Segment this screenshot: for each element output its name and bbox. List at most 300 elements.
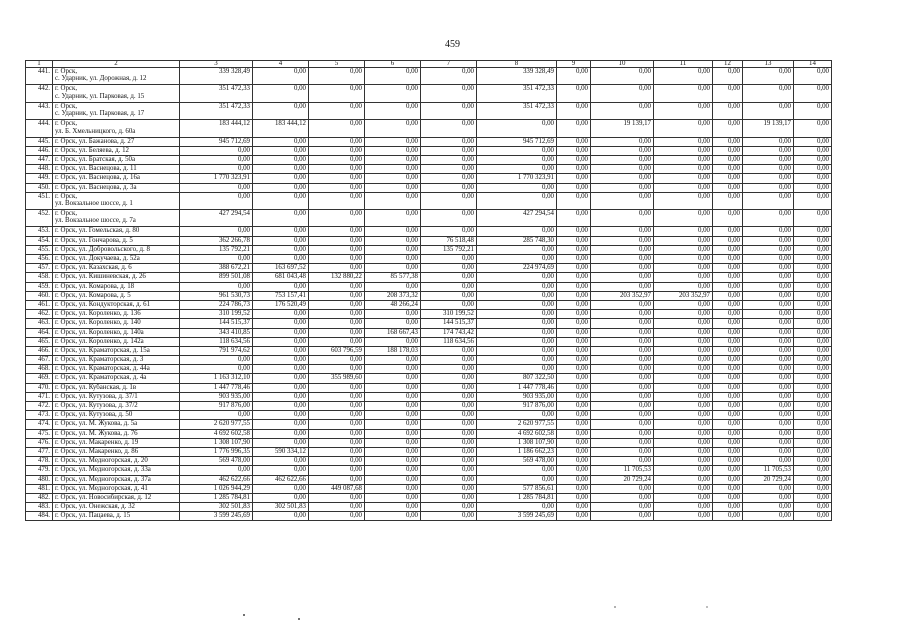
value-cell: 1 308 107,90 bbox=[477, 438, 557, 447]
value-cell: 0,00 bbox=[421, 291, 477, 300]
row-number: 445. bbox=[26, 137, 53, 146]
scan-speck bbox=[706, 606, 708, 608]
table-row bbox=[26, 328, 832, 337]
value-cell: 224 974,69 bbox=[477, 264, 557, 273]
value-cell: 0,00 bbox=[794, 493, 832, 502]
address-cell: г. Орск, ул. Вокзальное шоссе, д. 7а bbox=[53, 210, 180, 227]
value-cell: 0,00 bbox=[365, 420, 421, 429]
value-cell: 0,00 bbox=[713, 420, 743, 429]
address-cell: г. Орск, ул. Комарова, д. 18 bbox=[53, 282, 180, 291]
value-cell: 0,00 bbox=[421, 493, 477, 502]
value-cell: 0,00 bbox=[557, 346, 591, 355]
value-cell: 0,00 bbox=[421, 484, 477, 493]
value-cell: 0,00 bbox=[421, 365, 477, 374]
row-number: 477. bbox=[26, 447, 53, 456]
value-cell: 0,00 bbox=[421, 155, 477, 164]
value-cell: 0,00 bbox=[477, 155, 557, 164]
value-cell: 0,00 bbox=[365, 227, 421, 236]
value-cell: 0,00 bbox=[557, 512, 591, 521]
value-cell: 0,00 bbox=[421, 210, 477, 227]
value-cell: 0,00 bbox=[309, 475, 365, 484]
value-cell: 0,00 bbox=[794, 183, 832, 192]
value-cell: 0,00 bbox=[253, 328, 309, 337]
row-number: 456. bbox=[26, 255, 53, 264]
value-cell: 0,00 bbox=[743, 319, 794, 328]
value-cell: 0,00 bbox=[253, 493, 309, 502]
value-cell: 0,00 bbox=[713, 475, 743, 484]
value-cell: 0,00 bbox=[365, 365, 421, 374]
value-cell: 302 501,83 bbox=[253, 503, 309, 512]
value-cell: 0,00 bbox=[713, 447, 743, 456]
value-cell: 0,00 bbox=[557, 392, 591, 401]
value-cell: 0,00 bbox=[713, 291, 743, 300]
value-cell: 0,00 bbox=[654, 328, 713, 337]
value-cell: 0,00 bbox=[365, 192, 421, 209]
value-cell: 0,00 bbox=[591, 255, 654, 264]
value-cell: 0,00 bbox=[180, 255, 253, 264]
value-cell: 0,00 bbox=[654, 493, 713, 502]
value-cell: 0,00 bbox=[421, 438, 477, 447]
value-cell: 917 876,00 bbox=[180, 402, 253, 411]
value-cell: 590 334,12 bbox=[253, 447, 309, 456]
value-cell: 355 989,60 bbox=[309, 374, 365, 383]
value-cell: 0,00 bbox=[794, 392, 832, 401]
column-header: 8 bbox=[477, 61, 557, 68]
value-cell: 0,00 bbox=[591, 174, 654, 183]
value-cell: 144 515,37 bbox=[421, 319, 477, 328]
value-cell: 0,00 bbox=[591, 438, 654, 447]
address-cell: г. Орск, ул. Краматорская, д. 3 bbox=[53, 356, 180, 365]
value-cell: 0,00 bbox=[713, 346, 743, 355]
value-cell: 0,00 bbox=[713, 137, 743, 146]
row-number: 464. bbox=[26, 328, 53, 337]
value-cell: 0,00 bbox=[365, 447, 421, 456]
value-cell: 0,00 bbox=[654, 146, 713, 155]
value-cell: 945 712,69 bbox=[477, 137, 557, 146]
value-cell: 0,00 bbox=[309, 102, 365, 119]
table-row bbox=[26, 264, 832, 273]
value-cell: 0,00 bbox=[654, 457, 713, 466]
value-cell: 0,00 bbox=[713, 273, 743, 282]
row-number: 453. bbox=[26, 227, 53, 236]
value-cell: 0,00 bbox=[654, 264, 713, 273]
value-cell: 208 373,32 bbox=[365, 291, 421, 300]
page-number: 459 bbox=[445, 39, 460, 50]
address-cell: г. Орск, ул. Кубанская, д. 1в bbox=[53, 383, 180, 392]
value-cell: 0,00 bbox=[557, 183, 591, 192]
value-cell: 0,00 bbox=[365, 402, 421, 411]
value-cell: 0,00 bbox=[421, 273, 477, 282]
value-cell: 0,00 bbox=[253, 457, 309, 466]
row-number: 441. bbox=[26, 68, 53, 85]
value-cell: 285 748,30 bbox=[477, 236, 557, 245]
table-row bbox=[26, 137, 832, 146]
table-row bbox=[26, 337, 832, 346]
value-cell: 0,00 bbox=[557, 146, 591, 155]
table-row bbox=[26, 245, 832, 254]
value-cell: 302 501,83 bbox=[180, 503, 253, 512]
value-cell: 0,00 bbox=[743, 484, 794, 493]
value-cell: 0,00 bbox=[743, 503, 794, 512]
value-cell: 0,00 bbox=[309, 365, 365, 374]
value-cell: 0,00 bbox=[743, 282, 794, 291]
value-cell: 0,00 bbox=[794, 264, 832, 273]
value-cell: 0,00 bbox=[557, 383, 591, 392]
value-cell: 0,00 bbox=[365, 484, 421, 493]
address-cell: г. Орск, ул. Васнецова, д. 11 bbox=[53, 165, 180, 174]
value-cell: 0,00 bbox=[253, 282, 309, 291]
value-cell: 603 796,59 bbox=[309, 346, 365, 355]
row-number: 470. bbox=[26, 383, 53, 392]
value-cell: 0,00 bbox=[794, 466, 832, 475]
value-cell: 0,00 bbox=[557, 236, 591, 245]
value-cell: 0,00 bbox=[309, 438, 365, 447]
value-cell: 0,00 bbox=[365, 85, 421, 102]
value-cell: 0,00 bbox=[421, 402, 477, 411]
value-cell: 0,00 bbox=[557, 102, 591, 119]
value-cell: 0,00 bbox=[743, 337, 794, 346]
value-cell: 0,00 bbox=[654, 346, 713, 355]
address-cell: г. Орск, ул. Медногорская, д. 41 bbox=[53, 484, 180, 493]
table-row bbox=[26, 236, 832, 245]
value-cell: 0,00 bbox=[654, 155, 713, 164]
value-cell: 0,00 bbox=[477, 356, 557, 365]
table-row bbox=[26, 255, 832, 264]
column-header: 12 bbox=[713, 61, 743, 68]
value-cell: 0,00 bbox=[180, 146, 253, 155]
value-cell: 0,00 bbox=[713, 328, 743, 337]
value-cell: 0,00 bbox=[713, 457, 743, 466]
value-cell: 0,00 bbox=[591, 319, 654, 328]
value-cell: 0,00 bbox=[794, 146, 832, 155]
value-cell: 0,00 bbox=[365, 245, 421, 254]
value-cell: 0,00 bbox=[365, 457, 421, 466]
value-cell: 0,00 bbox=[794, 85, 832, 102]
value-cell: 0,00 bbox=[365, 319, 421, 328]
value-cell: 0,00 bbox=[365, 102, 421, 119]
address-cell: г. Орск, ул. Короленко, д. 136 bbox=[53, 310, 180, 319]
value-cell: 0,00 bbox=[557, 447, 591, 456]
value-cell: 0,00 bbox=[794, 255, 832, 264]
table-row bbox=[26, 273, 832, 282]
address-cell: г. Орск, ул. Краматорская, д. 15а bbox=[53, 346, 180, 355]
value-cell: 0,00 bbox=[591, 192, 654, 209]
value-cell: 0,00 bbox=[253, 512, 309, 521]
value-cell: 174 743,42 bbox=[421, 328, 477, 337]
table-row bbox=[26, 120, 832, 137]
value-cell: 135 792,21 bbox=[421, 245, 477, 254]
value-cell: 0,00 bbox=[794, 236, 832, 245]
value-cell: 0,00 bbox=[253, 192, 309, 209]
address-cell: г. Орск, ул. Кондукторская, д. 61 bbox=[53, 300, 180, 309]
value-cell: 0,00 bbox=[421, 503, 477, 512]
value-cell: 0,00 bbox=[654, 475, 713, 484]
row-number: 462. bbox=[26, 310, 53, 319]
table-row bbox=[26, 165, 832, 174]
value-cell: 0,00 bbox=[713, 402, 743, 411]
column-header: 9 bbox=[557, 61, 591, 68]
value-cell: 0,00 bbox=[421, 420, 477, 429]
value-cell: 0,00 bbox=[557, 310, 591, 319]
address-cell: г. Орск, с. Ударник, ул. Парковая, д. 15 bbox=[53, 85, 180, 102]
value-cell: 0,00 bbox=[253, 346, 309, 355]
value-cell: 0,00 bbox=[421, 255, 477, 264]
row-number: 450. bbox=[26, 183, 53, 192]
value-cell: 0,00 bbox=[794, 429, 832, 438]
value-cell: 0,00 bbox=[654, 227, 713, 236]
value-cell: 0,00 bbox=[365, 503, 421, 512]
value-cell: 0,00 bbox=[557, 291, 591, 300]
value-cell: 0,00 bbox=[654, 503, 713, 512]
value-cell: 0,00 bbox=[794, 337, 832, 346]
address-cell: г. Орск, ул. Вокзальное шоссе, д. 1 bbox=[53, 192, 180, 209]
table-row bbox=[26, 210, 832, 227]
value-cell: 0,00 bbox=[309, 493, 365, 502]
value-cell: 0,00 bbox=[713, 319, 743, 328]
value-cell: 681 043,48 bbox=[253, 273, 309, 282]
value-cell: 0,00 bbox=[365, 493, 421, 502]
header-row bbox=[26, 61, 832, 68]
value-cell: 0,00 bbox=[557, 137, 591, 146]
value-cell: 0,00 bbox=[421, 137, 477, 146]
value-cell: 0,00 bbox=[365, 183, 421, 192]
value-cell: 2 620 977,55 bbox=[477, 420, 557, 429]
value-cell: 0,00 bbox=[713, 255, 743, 264]
value-cell: 0,00 bbox=[591, 374, 654, 383]
value-cell: 0,00 bbox=[591, 264, 654, 273]
value-cell: 0,00 bbox=[591, 420, 654, 429]
value-cell: 0,00 bbox=[365, 374, 421, 383]
value-cell: 339 328,49 bbox=[477, 68, 557, 85]
value-cell: 0,00 bbox=[365, 68, 421, 85]
value-cell: 0,00 bbox=[477, 346, 557, 355]
address-cell: г. Орск, ул. Краматорская, д. 4а bbox=[53, 374, 180, 383]
value-cell: 310 199,52 bbox=[421, 310, 477, 319]
value-cell: 0,00 bbox=[253, 245, 309, 254]
column-header: 4 bbox=[253, 61, 309, 68]
value-cell: 310 199,52 bbox=[180, 310, 253, 319]
value-cell: 0,00 bbox=[309, 383, 365, 392]
value-cell: 0,00 bbox=[309, 310, 365, 319]
value-cell: 0,00 bbox=[557, 356, 591, 365]
value-cell: 0,00 bbox=[713, 165, 743, 174]
value-cell: 0,00 bbox=[253, 174, 309, 183]
value-cell: 577 856,61 bbox=[477, 484, 557, 493]
column-header: 6 bbox=[365, 61, 421, 68]
value-cell: 0,00 bbox=[557, 374, 591, 383]
value-cell: 0,00 bbox=[557, 503, 591, 512]
value-cell: 0,00 bbox=[794, 438, 832, 447]
value-cell: 0,00 bbox=[309, 120, 365, 137]
value-cell: 0,00 bbox=[743, 365, 794, 374]
value-cell: 0,00 bbox=[654, 420, 713, 429]
row-number: 472. bbox=[26, 402, 53, 411]
address-cell: г. Орск, ул. Васнецова, д. 16а bbox=[53, 174, 180, 183]
value-cell: 0,00 bbox=[421, 282, 477, 291]
value-cell: 0,00 bbox=[713, 392, 743, 401]
row-number: 447. bbox=[26, 155, 53, 164]
value-cell: 0,00 bbox=[654, 402, 713, 411]
address-cell: г. Орск, ул. Казахская, д. 6 bbox=[53, 264, 180, 273]
row-number: 452. bbox=[26, 210, 53, 227]
value-cell: 0,00 bbox=[794, 447, 832, 456]
value-cell: 0,00 bbox=[253, 155, 309, 164]
value-cell: 0,00 bbox=[654, 429, 713, 438]
value-cell: 945 712,69 bbox=[180, 137, 253, 146]
table-row bbox=[26, 402, 832, 411]
value-cell: 0,00 bbox=[309, 68, 365, 85]
value-cell: 0,00 bbox=[591, 68, 654, 85]
value-cell: 0,00 bbox=[365, 146, 421, 155]
table-header bbox=[26, 61, 832, 68]
value-cell: 0,00 bbox=[557, 165, 591, 174]
value-cell: 0,00 bbox=[477, 411, 557, 420]
value-cell: 0,00 bbox=[477, 165, 557, 174]
address-cell: г. Орск, ул. Пацаева, д. 15 bbox=[53, 512, 180, 521]
value-cell: 3 599 245,69 bbox=[180, 512, 253, 521]
value-cell: 0,00 bbox=[794, 282, 832, 291]
value-cell: 569 478,00 bbox=[180, 457, 253, 466]
value-cell: 351 472,33 bbox=[477, 102, 557, 119]
value-cell: 0,00 bbox=[477, 310, 557, 319]
value-cell: 0,00 bbox=[253, 484, 309, 493]
value-cell: 0,00 bbox=[713, 337, 743, 346]
value-cell: 0,00 bbox=[557, 484, 591, 493]
value-cell: 132 880,22 bbox=[309, 273, 365, 282]
value-cell: 0,00 bbox=[253, 210, 309, 227]
value-cell: 203 352,97 bbox=[591, 291, 654, 300]
value-cell: 4 692 602,58 bbox=[180, 429, 253, 438]
value-cell: 0,00 bbox=[654, 255, 713, 264]
value-cell: 0,00 bbox=[557, 420, 591, 429]
value-cell: 0,00 bbox=[309, 429, 365, 438]
value-cell: 20 729,24 bbox=[591, 475, 654, 484]
row-number: 451. bbox=[26, 192, 53, 209]
value-cell: 0,00 bbox=[421, 457, 477, 466]
value-cell: 0,00 bbox=[654, 245, 713, 254]
address-cell: г. Орск, с. Ударник, ул. Дорожная, д. 12 bbox=[53, 68, 180, 85]
address-cell: г. Орск, ул. Б. Хмельницкого, д. 60а bbox=[53, 120, 180, 137]
value-cell: 0,00 bbox=[743, 374, 794, 383]
row-number: 469. bbox=[26, 374, 53, 383]
table-row bbox=[26, 365, 832, 374]
value-cell: 0,00 bbox=[253, 402, 309, 411]
value-cell: 0,00 bbox=[713, 102, 743, 119]
value-cell: 0,00 bbox=[591, 328, 654, 337]
value-cell: 0,00 bbox=[477, 319, 557, 328]
value-cell: 0,00 bbox=[713, 411, 743, 420]
value-cell: 0,00 bbox=[421, 447, 477, 456]
value-cell: 0,00 bbox=[794, 420, 832, 429]
row-number: 461. bbox=[26, 300, 53, 309]
value-cell: 0,00 bbox=[654, 210, 713, 227]
row-number: 459. bbox=[26, 282, 53, 291]
value-cell: 0,00 bbox=[309, 210, 365, 227]
value-cell: 0,00 bbox=[477, 466, 557, 475]
value-cell: 76 518,48 bbox=[421, 236, 477, 245]
value-cell: 0,00 bbox=[309, 512, 365, 521]
column-header: 1 bbox=[26, 61, 53, 68]
value-cell: 0,00 bbox=[180, 165, 253, 174]
value-cell: 0,00 bbox=[477, 146, 557, 155]
row-number: 465. bbox=[26, 337, 53, 346]
value-cell: 0,00 bbox=[477, 365, 557, 374]
value-cell: 0,00 bbox=[365, 438, 421, 447]
value-cell: 0,00 bbox=[253, 85, 309, 102]
value-cell: 2 620 977,55 bbox=[180, 420, 253, 429]
table-row bbox=[26, 310, 832, 319]
value-cell: 0,00 bbox=[743, 255, 794, 264]
value-cell: 0,00 bbox=[253, 183, 309, 192]
table-row bbox=[26, 493, 832, 502]
value-cell: 0,00 bbox=[713, 68, 743, 85]
value-cell: 791 974,62 bbox=[180, 346, 253, 355]
value-cell: 0,00 bbox=[794, 137, 832, 146]
value-cell: 0,00 bbox=[477, 192, 557, 209]
value-cell: 0,00 bbox=[365, 174, 421, 183]
value-cell: 0,00 bbox=[591, 484, 654, 493]
table-row bbox=[26, 319, 832, 328]
address-cell: г. Орск, ул. Медногорская, д. 37а bbox=[53, 475, 180, 484]
value-cell: 0,00 bbox=[654, 137, 713, 146]
row-number: 471. bbox=[26, 392, 53, 401]
value-cell: 0,00 bbox=[591, 183, 654, 192]
value-cell: 0,00 bbox=[743, 155, 794, 164]
value-cell: 0,00 bbox=[794, 475, 832, 484]
value-cell: 0,00 bbox=[794, 356, 832, 365]
value-cell: 0,00 bbox=[557, 457, 591, 466]
value-cell: 0,00 bbox=[591, 503, 654, 512]
table-row bbox=[26, 174, 832, 183]
column-header: 2 bbox=[53, 61, 180, 68]
value-cell: 0,00 bbox=[309, 282, 365, 291]
value-cell: 0,00 bbox=[253, 438, 309, 447]
table-row bbox=[26, 447, 832, 456]
value-cell: 0,00 bbox=[253, 255, 309, 264]
value-cell: 0,00 bbox=[180, 282, 253, 291]
value-cell: 0,00 bbox=[365, 120, 421, 137]
value-cell: 0,00 bbox=[253, 466, 309, 475]
value-cell: 0,00 bbox=[743, 245, 794, 254]
address-cell: г. Орск, ул. Кутузова, д. 37/1 bbox=[53, 392, 180, 401]
value-cell: 0,00 bbox=[713, 227, 743, 236]
value-cell: 449 087,68 bbox=[309, 484, 365, 493]
address-cell: г. Орск, ул. Добровольского, д. 8 bbox=[53, 245, 180, 254]
value-cell: 0,00 bbox=[654, 165, 713, 174]
value-cell: 0,00 bbox=[365, 210, 421, 227]
value-cell: 0,00 bbox=[743, 174, 794, 183]
value-cell: 0,00 bbox=[743, 165, 794, 174]
address-cell: г. Орск, ул. Беляева, д. 12 bbox=[53, 146, 180, 155]
value-cell: 0,00 bbox=[421, 264, 477, 273]
address-cell: г. Орск, с. Ударник, ул. Парковая, д. 17 bbox=[53, 102, 180, 119]
value-cell: 0,00 bbox=[713, 310, 743, 319]
table-row bbox=[26, 146, 832, 155]
value-cell: 0,00 bbox=[713, 192, 743, 209]
value-cell: 351 472,33 bbox=[477, 85, 557, 102]
value-cell: 20 729,24 bbox=[743, 475, 794, 484]
value-cell: 0,00 bbox=[253, 429, 309, 438]
value-cell: 0,00 bbox=[713, 374, 743, 383]
value-cell: 0,00 bbox=[713, 503, 743, 512]
value-cell: 0,00 bbox=[477, 227, 557, 236]
value-cell: 1 285 784,81 bbox=[477, 493, 557, 502]
value-cell: 0,00 bbox=[253, 337, 309, 346]
value-cell: 0,00 bbox=[743, 392, 794, 401]
value-cell: 0,00 bbox=[309, 245, 365, 254]
value-cell: 0,00 bbox=[421, 183, 477, 192]
value-cell: 0,00 bbox=[794, 374, 832, 383]
